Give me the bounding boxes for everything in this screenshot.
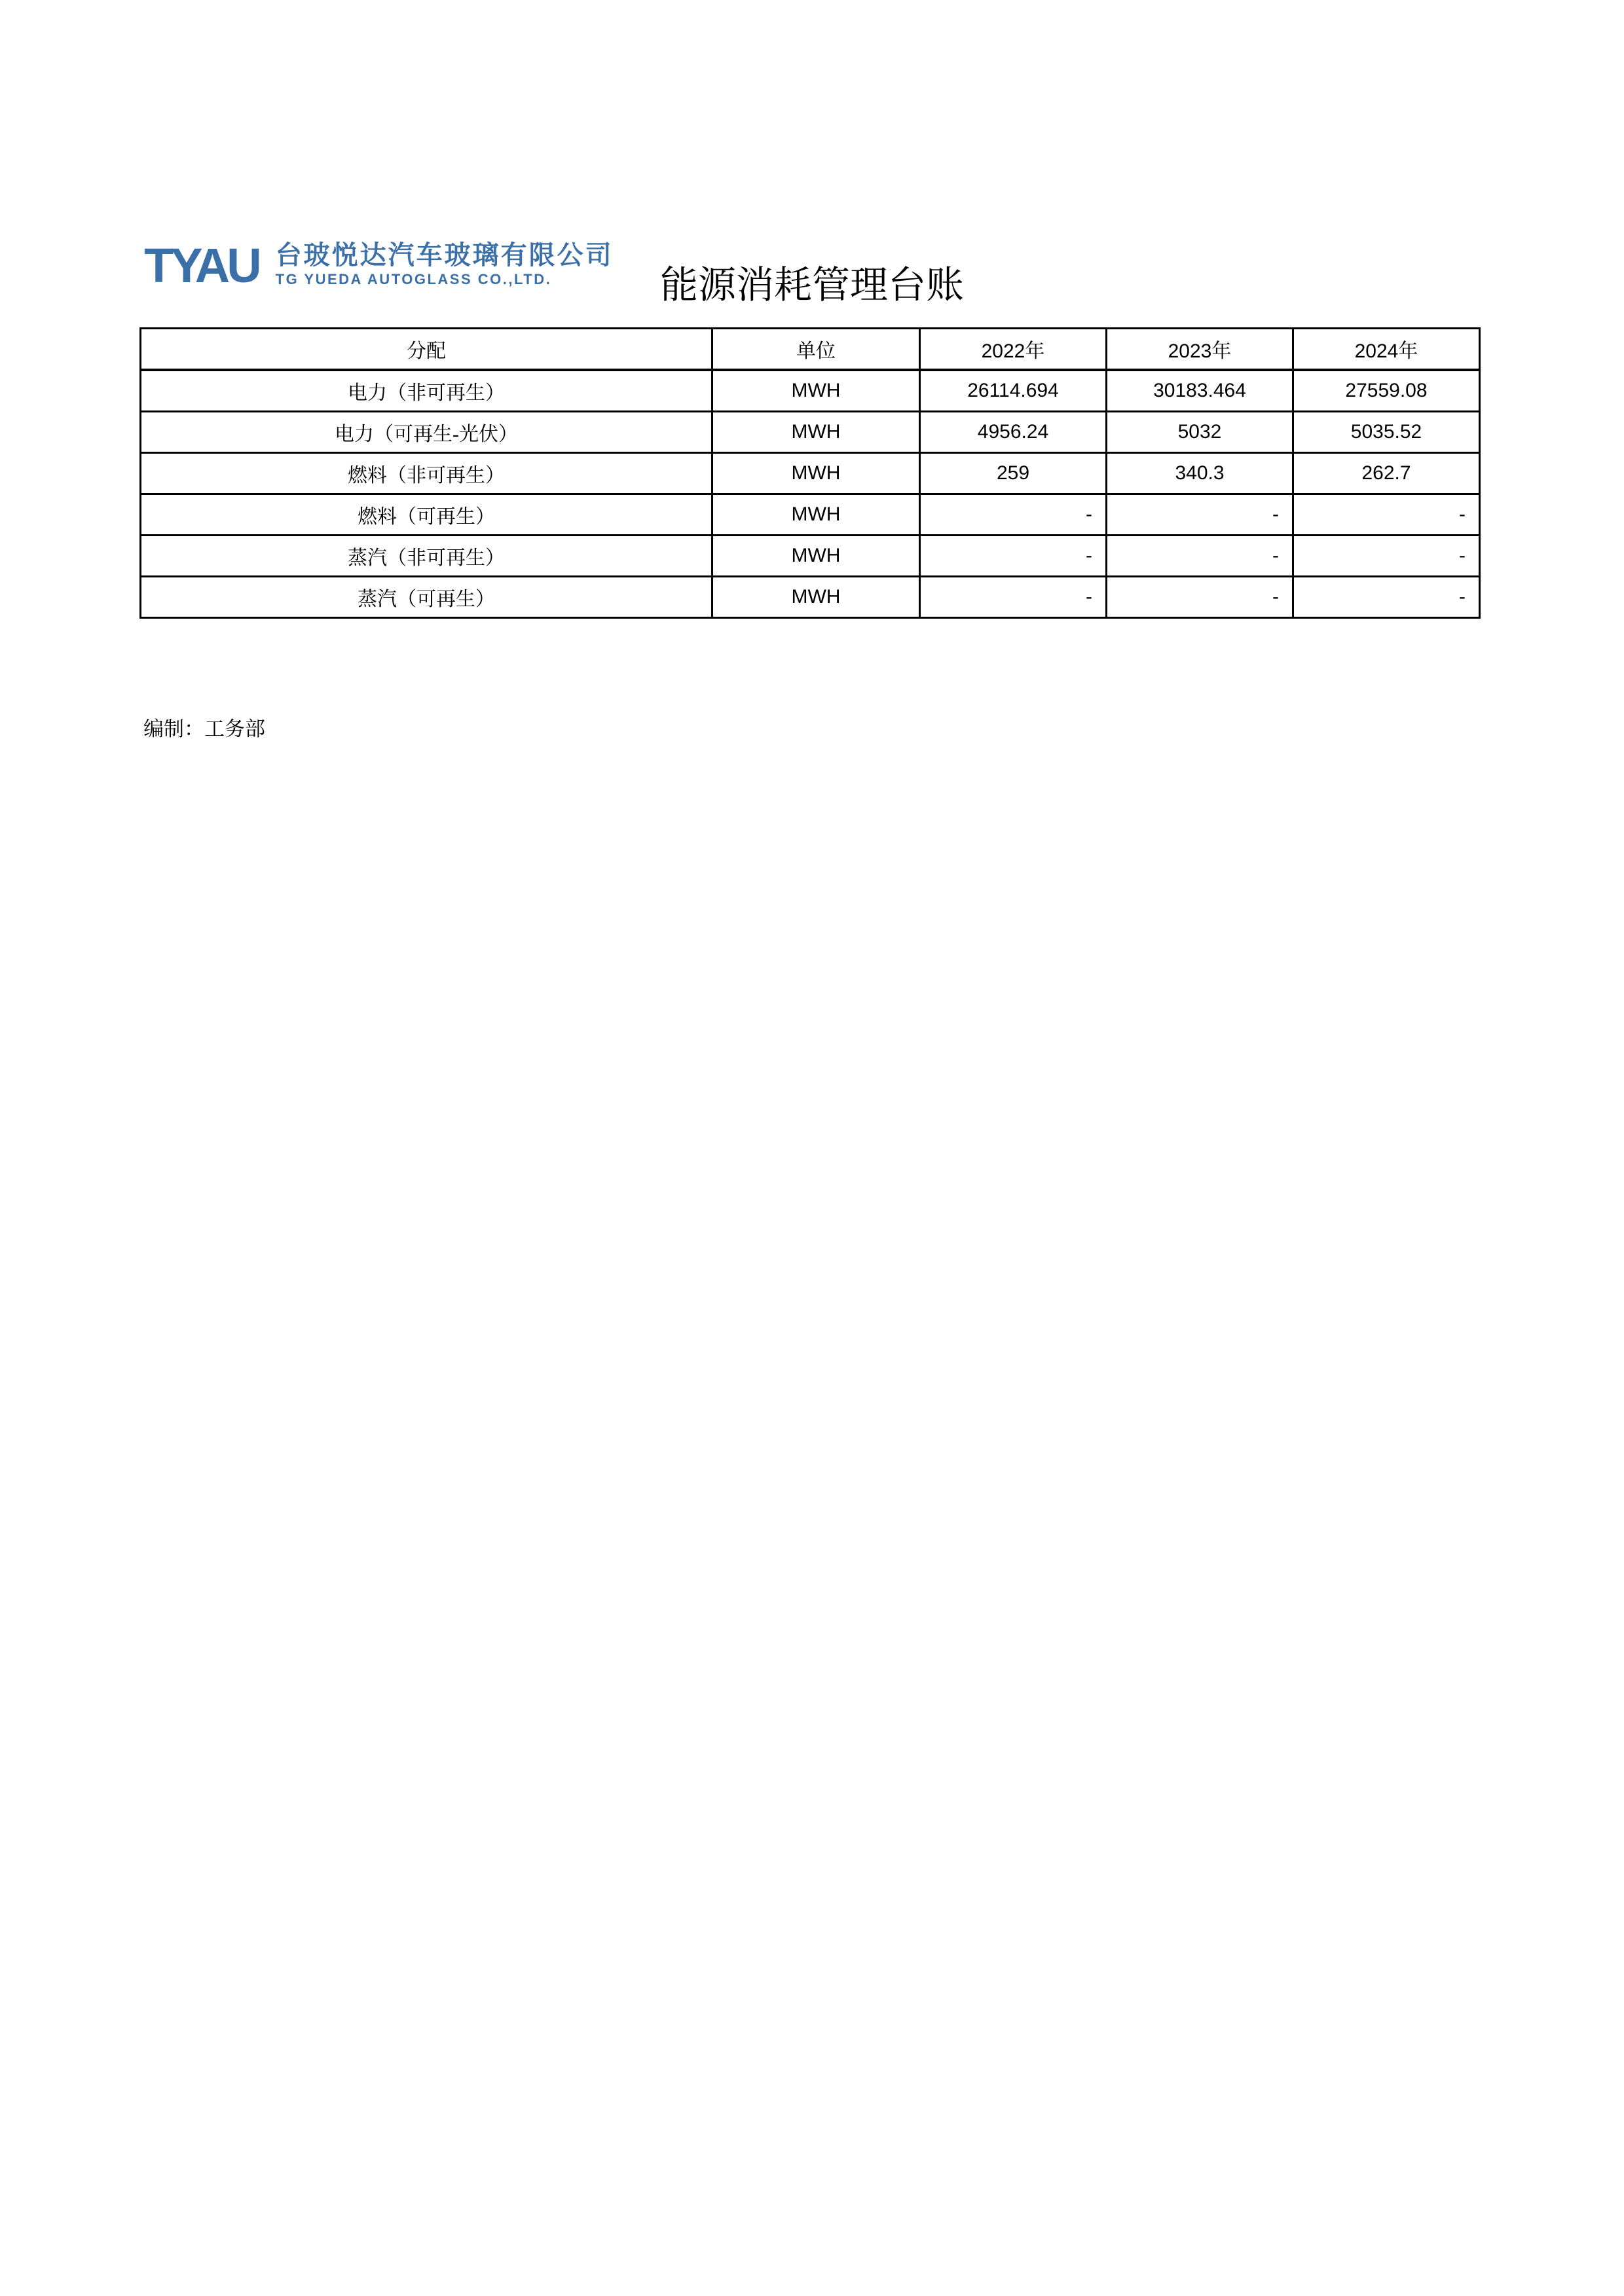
row-value-2022-cell: - bbox=[920, 536, 1107, 577]
row-unit-cell: MWH bbox=[712, 453, 920, 494]
row-value-2022-cell: 26114.694 bbox=[920, 370, 1107, 412]
table-row bbox=[141, 412, 1480, 453]
logo-company-name-cn: 台玻悦达汽车玻璃有限公司 bbox=[275, 241, 614, 270]
column-header-category: 分配 bbox=[141, 329, 712, 371]
logo-company-name-en: TG YUEDA AUTOGLASS CO.,LTD. bbox=[275, 271, 552, 287]
row-value-2023-cell: 340.3 bbox=[1107, 453, 1293, 494]
row-value-2024-cell: 27559.08 bbox=[1293, 370, 1480, 412]
row-unit-cell: MWH bbox=[712, 370, 920, 412]
row-unit-cell: MWH bbox=[712, 577, 920, 618]
row-value-2024-cell: - bbox=[1293, 577, 1480, 618]
prepared-by-label: 编制：工务部 bbox=[143, 718, 265, 740]
row-category-cell: 燃料（可再生） bbox=[141, 494, 712, 536]
row-value-2024-cell: 262.7 bbox=[1293, 453, 1480, 494]
table-header-row bbox=[141, 329, 1480, 371]
row-value-2022-cell: 4956.24 bbox=[920, 412, 1107, 453]
table-row bbox=[141, 536, 1480, 577]
row-value-2023-cell: 30183.464 bbox=[1107, 370, 1293, 412]
table-row bbox=[141, 577, 1480, 618]
row-category-cell: 电力（非可再生） bbox=[141, 370, 712, 412]
row-unit-cell: MWH bbox=[712, 412, 920, 453]
row-category-cell: 燃料（非可再生） bbox=[141, 453, 712, 494]
column-header-year-2023: 2023年 bbox=[1107, 329, 1293, 371]
page-title: 能源消耗管理台账 bbox=[659, 264, 965, 306]
row-value-2024-cell: 5035.52 bbox=[1293, 412, 1480, 453]
table-row bbox=[141, 453, 1480, 494]
energy-consumption-table bbox=[139, 327, 1481, 619]
row-value-2023-cell: - bbox=[1107, 577, 1293, 618]
row-value-2022-cell: - bbox=[920, 494, 1107, 536]
column-header-year-2024: 2024年 bbox=[1293, 329, 1480, 371]
company-logo bbox=[144, 238, 614, 293]
column-header-year-2022: 2022年 bbox=[920, 329, 1107, 371]
row-category-cell: 蒸汽（可再生） bbox=[141, 577, 712, 618]
row-unit-cell: MWH bbox=[712, 536, 920, 577]
row-value-2022-cell: 259 bbox=[920, 453, 1107, 494]
logo-company-names bbox=[276, 241, 614, 289]
column-header-unit: 单位 bbox=[712, 329, 920, 371]
row-value-2024-cell: - bbox=[1293, 494, 1480, 536]
row-value-2024-cell: - bbox=[1293, 536, 1480, 577]
row-category-cell: 电力（可再生-光伏） bbox=[141, 412, 712, 453]
row-value-2023-cell: - bbox=[1107, 494, 1293, 536]
row-value-2023-cell: 5032 bbox=[1107, 412, 1293, 453]
row-value-2023-cell: - bbox=[1107, 536, 1293, 577]
logo-acronym-text: TYAU bbox=[144, 238, 259, 293]
table-row bbox=[141, 494, 1480, 536]
row-unit-cell: MWH bbox=[712, 494, 920, 536]
table-row bbox=[141, 370, 1480, 412]
row-category-cell: 蒸汽（非可再生） bbox=[141, 536, 712, 577]
row-value-2022-cell: - bbox=[920, 577, 1107, 618]
